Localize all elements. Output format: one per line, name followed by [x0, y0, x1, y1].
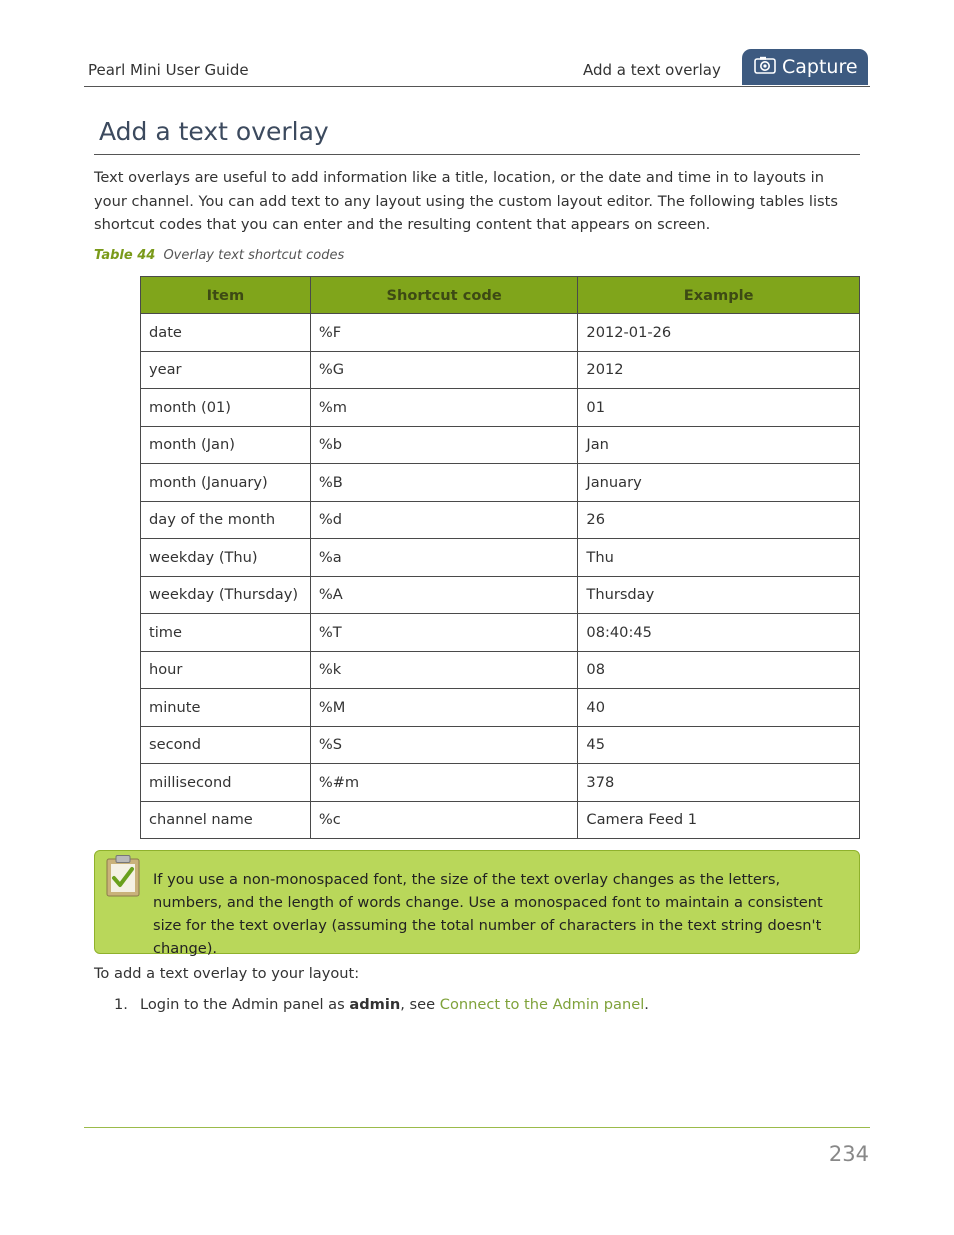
- table-caption-text: Overlay text shortcut codes: [163, 248, 345, 263]
- item-cell: minute: [141, 689, 311, 727]
- item-cell: time: [141, 614, 311, 652]
- shortcut-cell: %B: [310, 464, 578, 502]
- item-cell: hour: [141, 651, 311, 689]
- item-cell: weekday (Thursday): [141, 576, 311, 614]
- table-row: [141, 314, 860, 352]
- shortcut-cell: %k: [310, 651, 578, 689]
- example-cell: Thursday: [578, 576, 860, 614]
- guide-title: Pearl Mini User Guide: [88, 61, 249, 79]
- shortcut-cell: %M: [310, 689, 578, 727]
- example-cell: Thu: [578, 539, 860, 577]
- step-number: 1.: [114, 996, 128, 1013]
- item-cell: channel name: [141, 801, 311, 839]
- table-header-row: [141, 277, 860, 314]
- table-row: [141, 764, 860, 802]
- example-cell: 2012-01-26: [578, 314, 860, 352]
- table-caption-number: Table 44: [94, 248, 156, 263]
- step-bold-user: admin: [349, 996, 401, 1013]
- example-cell: January: [578, 464, 860, 502]
- item-cell: second: [141, 726, 311, 764]
- example-cell: 01: [578, 389, 860, 427]
- shortcut-cell: %A: [310, 576, 578, 614]
- shortcut-cell: %d: [310, 501, 578, 539]
- column-header-item: Item: [141, 277, 311, 314]
- step-1: [114, 996, 649, 1013]
- example-cell: 40: [578, 689, 860, 727]
- shortcut-cell: %G: [310, 351, 578, 389]
- connect-admin-panel-link[interactable]: Connect to the Admin panel: [439, 996, 645, 1013]
- shortcut-cell: %m: [310, 389, 578, 427]
- page-number: 234: [828, 1142, 869, 1166]
- table-row: [141, 501, 860, 539]
- example-cell: 08:40:45: [578, 614, 860, 652]
- header-section-title: Add a text overlay: [583, 61, 721, 79]
- table-row: [141, 389, 860, 427]
- footer-divider: [84, 1127, 870, 1128]
- example-cell: Camera Feed 1: [578, 801, 860, 839]
- table-row: [141, 464, 860, 502]
- item-cell: month (Jan): [141, 426, 311, 464]
- capture-badge: [742, 49, 868, 85]
- table-row: [141, 651, 860, 689]
- example-cell: Jan: [578, 426, 860, 464]
- table-row: [141, 426, 860, 464]
- intro-paragraph: Text overlays are useful to add information like a title, location, or the date and time in to layouts in your channel. You can add text to any layout using the custom layout editor. The following tables lists shortcut codes that you can enter and the resulting content that appears on screen.: [94, 169, 838, 233]
- steps-lead: To add a text overlay to your layout:: [94, 965, 360, 982]
- item-cell: weekday (Thu): [141, 539, 311, 577]
- header-divider: [84, 86, 870, 87]
- step-text-suffix: .: [644, 996, 649, 1013]
- table-row: [141, 576, 860, 614]
- table-row: [141, 726, 860, 764]
- shortcut-cell: %F: [310, 314, 578, 352]
- note-callout: [94, 850, 860, 957]
- item-cell: year: [141, 351, 311, 389]
- shortcut-cell: %T: [310, 614, 578, 652]
- example-cell: 45: [578, 726, 860, 764]
- item-cell: month (01): [141, 389, 311, 427]
- example-cell: 2012: [578, 351, 860, 389]
- column-header-example: Example: [578, 277, 860, 314]
- badge-label: Capture: [782, 56, 858, 78]
- table-row: [141, 351, 860, 389]
- example-cell: 08: [578, 651, 860, 689]
- step-text-middle: , see: [400, 996, 440, 1013]
- example-cell: 26: [578, 501, 860, 539]
- item-cell: month (January): [141, 464, 311, 502]
- column-header-shortcut-code: Shortcut code: [310, 277, 578, 314]
- item-cell: date: [141, 314, 311, 352]
- title-divider: [94, 154, 860, 155]
- table-row: [141, 689, 860, 727]
- camera-icon: [754, 56, 782, 79]
- shortcut-cell: %b: [310, 426, 578, 464]
- shortcut-codes-table: [140, 276, 860, 839]
- example-cell: 378: [578, 764, 860, 802]
- note-text: If you use a non-monospaced font, the size of the text overlay changes as the letters, numbers, and the length of words change. Use a monospaced font to maintain a consistent size for the text overlay (assuming the total number of characters in the text string doesn't change).: [153, 871, 823, 957]
- page-title: Add a text overlay: [99, 117, 329, 146]
- table-caption: [94, 248, 344, 263]
- table-row: [141, 614, 860, 652]
- shortcut-cell: %#m: [310, 764, 578, 802]
- shortcut-cell: %a: [310, 539, 578, 577]
- item-cell: millisecond: [141, 764, 311, 802]
- shortcut-cell: %S: [310, 726, 578, 764]
- step-text-prefix: Login to the Admin panel as: [140, 996, 350, 1013]
- shortcut-cell: %c: [310, 801, 578, 839]
- item-cell: day of the month: [141, 501, 311, 539]
- table-row: [141, 539, 860, 577]
- clipboard-check-icon: [105, 854, 141, 902]
- table-row: [141, 801, 860, 839]
